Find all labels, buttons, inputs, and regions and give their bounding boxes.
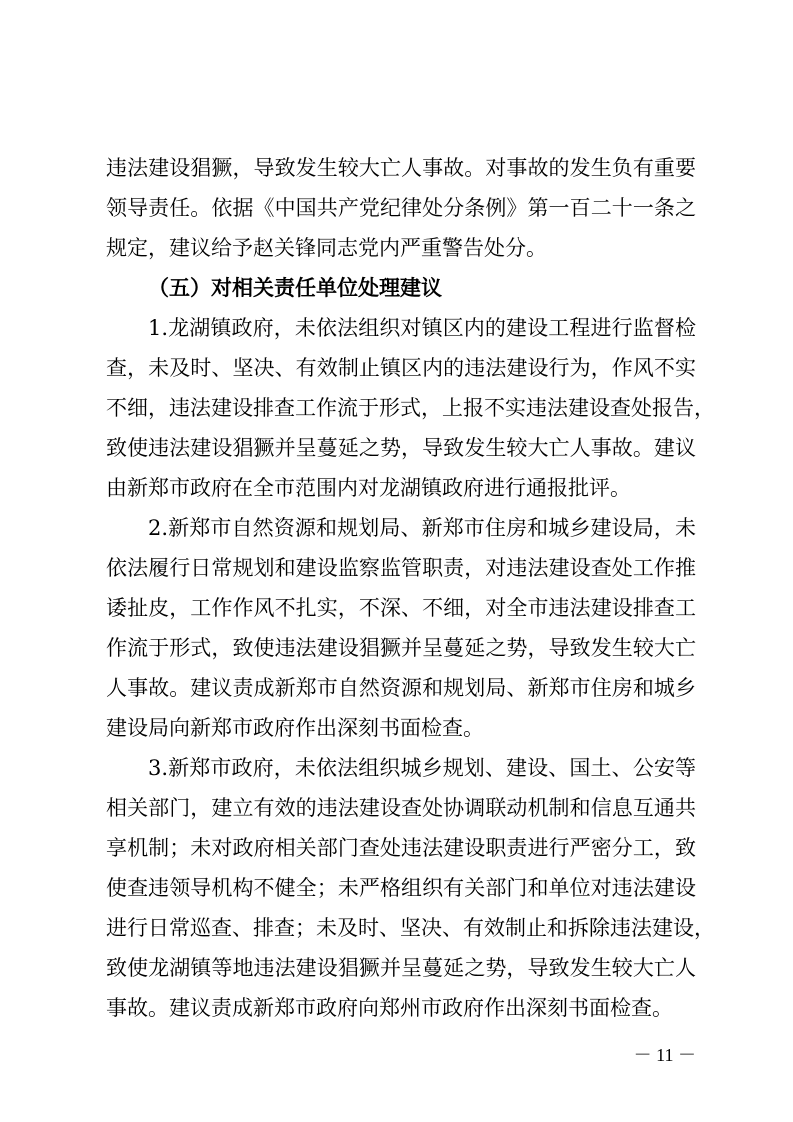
text-line: 领导责任。依据《中国共产党纪律处分条例》第一百二十一条之 [106,196,696,220]
text-line: 事故。建议责成新郑市政府向郑州市政府作出深刻书面检查。 [106,996,673,1020]
text-line: 享机制；未对政府相关部门查处违法建设职责进行严密分工，致 [106,836,696,860]
text-line: 相关部门，建立有效的违法建设查处协调联动机制和信息互通共 [106,796,696,820]
text-line: 1.龙湖镇政府，未依法组织对镇区内的建设工程进行监督检 [148,316,696,340]
text-line: 进行日常巡查、排查；未及时、坚决、有效制止和拆除违法建设， [106,916,715,940]
text-line: 致使龙湖镇等地违法建设猖獗并呈蔓延之势，导致发生较大亡人 [106,956,696,980]
text-line: 使查违领导机构不健全；未严格组织有关部门和单位对违法建设 [106,876,696,900]
text-line: 规定，建议给予赵关锋同志党内严重警告处分。 [106,236,547,260]
text-line: 作流于形式，致使违法建设猖獗并呈蔓延之势，导致发生较大亡 [106,636,696,660]
text-line: 由新郑市政府在全市范围内对龙湖镇政府进行通报批评。 [106,476,631,500]
text-line: 人事故。建议责成新郑市自然资源和规划局、新郑市住房和城乡 [106,676,696,700]
section-heading: （五）对相关责任单位处理建议 [148,276,442,300]
text-line: 致使违法建设猖獗并呈蔓延之势，导致发生较大亡人事故。建议 [106,436,696,460]
text-line: 不细，违法建设排查工作流于形式，上报不实违法建设查处报告， [106,396,715,420]
text-line: 3.新郑市政府，未依法组织城乡规划、建设、国土、公安等 [148,756,696,780]
text-line: 诿扯皮，工作作风不扎实，不深、不细，对全市违法建设排查工 [106,596,696,620]
text-line: 违法建设猖獗，导致发生较大亡人事故。对事故的发生负有重要 [106,156,696,180]
text-line: 查，未及时、坚决、有效制止镇区内的违法建设行为，作风不实 [106,356,696,380]
page-number: － 11 － [633,1045,696,1065]
text-line: 2.新郑市自然资源和规划局、新郑市住房和城乡建设局，未 [148,516,696,540]
text-line: 依法履行日常规划和建设监察监管职责，对违法建设查处工作推 [106,556,696,580]
text-line: 建设局向新郑市政府作出深刻书面检查。 [106,716,484,740]
